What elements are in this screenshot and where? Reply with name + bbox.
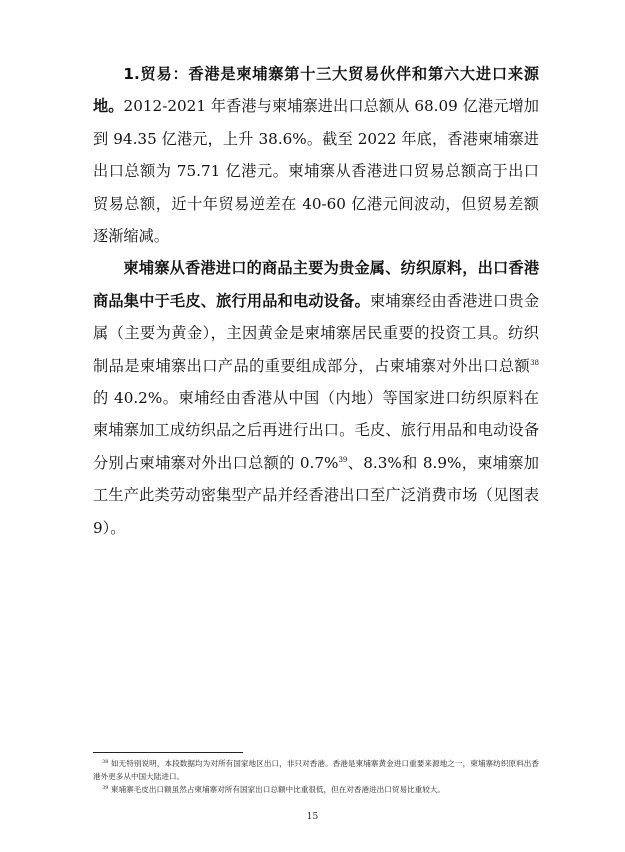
footnote-mark: 38 [102,759,109,765]
paragraph-lead: 1.贸易：香港是柬埔寨第十三大贸易伙伴和第六大进口来源地。 [93,65,539,116]
footnote-text: 如无特别说明，本段数据均为对所有国家地区出口，非只对香港。香港是柬埔寨黄金进口重要来源地之一，柬埔寨纺织原料出香港外更多从中国大陆进口。 [93,759,539,781]
paragraph-body: 2012-2021 年香港与柬埔寨进出口总额从 68.09 亿港元增加到 94.35 亿港元，上升 38.6%。截至 2022 年底，香港柬埔寨进出口总额为 75.71 亿港元。柬埔寨从香港进口贸易总额高于出口贸易总额，近十年贸易逆差在 40-60 亿港元间波动，但贸易差额逐渐缩减。 [93,97,539,246]
footnote-text: 柬埔寨毛皮出口额虽然占柬埔寨对所有国家出口总额中比重很低，但在对香港进出口贸易比重较大。 [110,784,446,794]
body-text [93,58,539,544]
footnote-mark: 39 [102,784,109,791]
footnote-item [93,758,539,784]
footnote-item [93,784,539,797]
page-number: 15 [306,812,319,822]
paragraph-body: 的 40.2%。柬埔经由香港从中国（内地）等国家进口纺织原料在柬埔寨加工成纺织品之后再进行出口。毛皮、旅行用品和电动设备分别占柬埔寨对外出口总额的 0.7% [93,389,539,472]
footnotes [93,758,539,796]
paragraph-lead: 柬埔寨从香港进口的商品主要为贵金属、纺织原料，出口香港商品集中于毛皮、旅行用品和电动设备。 [93,259,539,310]
paragraph-trade [93,58,539,252]
footnote-ref[interactable]: 39 [338,455,348,464]
paragraph-goods [93,252,539,544]
paragraph-body: 、8.3%和 8.9%，柬埔寨加工生产此类劳动密集型产品并经香港出口至广泛消费市场（见图表 9）。 [93,453,539,537]
footnote-ref[interactable]: 38 [530,358,539,367]
paragraph-body: 柬埔寨经由香港进口贵金属（主要为黄金），主因黄金是柬埔寨居民重要的投资工具。纺织制品是柬埔寨出口产品的重要组成部分，占柬埔寨对外出口总额 [93,291,540,375]
footnote-divider [93,752,243,753]
